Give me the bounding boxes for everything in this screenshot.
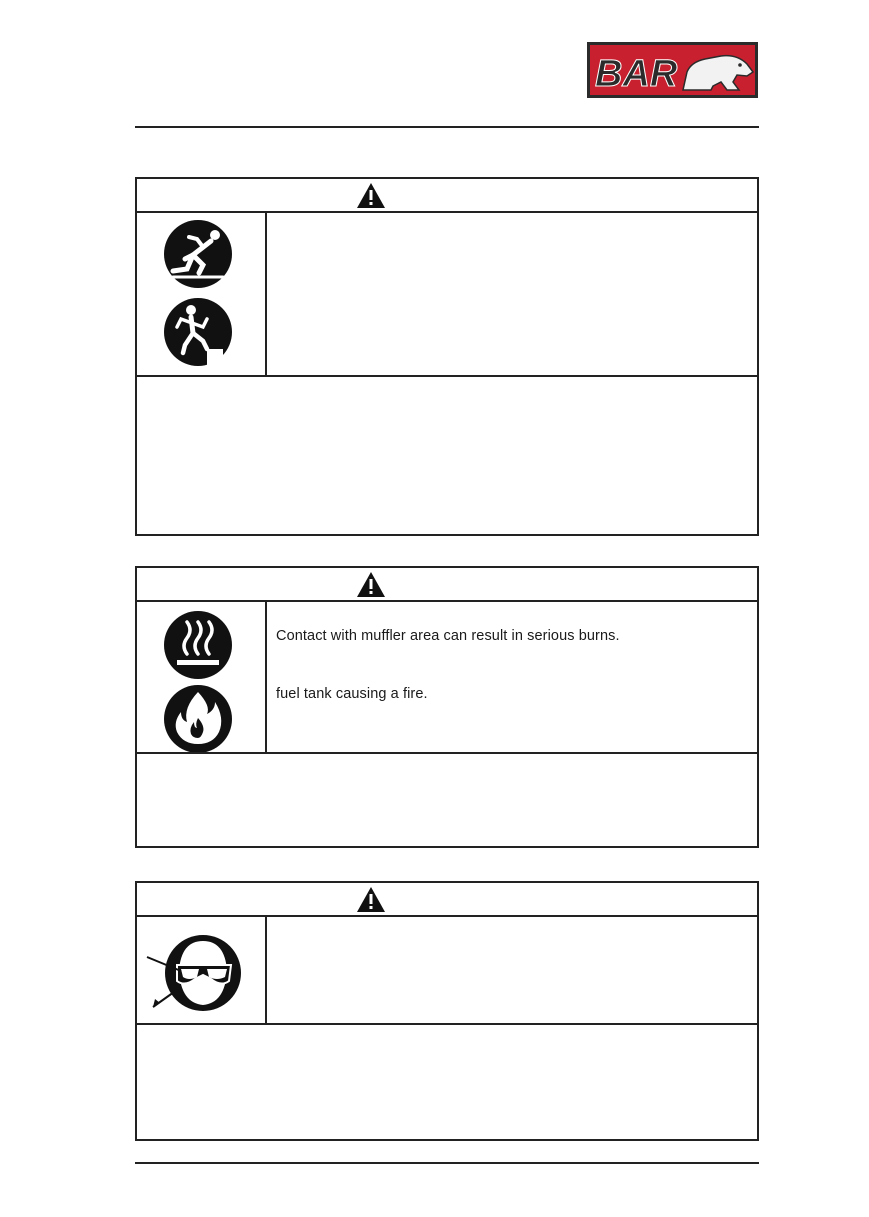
warning-text	[267, 602, 757, 752]
warning-line: Contact with muffler area can result in serious burns.	[276, 628, 620, 644]
warning-text	[267, 917, 757, 1023]
slip-hazard-icon	[163, 219, 233, 289]
warning-text	[267, 213, 757, 375]
logo-wordmark: BAR	[595, 53, 678, 95]
section-divider	[137, 1023, 757, 1025]
footer-divider	[135, 1162, 759, 1164]
warning-icons	[137, 213, 267, 375]
warning-icons	[137, 602, 267, 752]
eye-protection-icon	[141, 931, 241, 1013]
warning-box-eye	[135, 881, 759, 1141]
warning-triangle-icon	[356, 571, 386, 598]
section-divider	[137, 375, 757, 377]
warning-header	[137, 883, 757, 917]
warning-box-fall	[135, 177, 759, 536]
warning-icons	[137, 917, 267, 1023]
section-divider	[137, 752, 757, 754]
warning-triangle-icon	[356, 886, 386, 913]
warning-box-burn	[135, 566, 759, 848]
warning-triangle-icon	[356, 182, 386, 209]
fall-hazard-icon	[163, 297, 233, 367]
bar-logo	[587, 42, 758, 98]
warning-header	[137, 568, 757, 602]
warning-line: fuel tank causing a fire.	[276, 686, 428, 702]
fire-hazard-icon	[163, 684, 233, 754]
header-divider	[135, 126, 759, 128]
hot-surface-icon	[163, 610, 233, 680]
warning-header	[137, 179, 757, 213]
